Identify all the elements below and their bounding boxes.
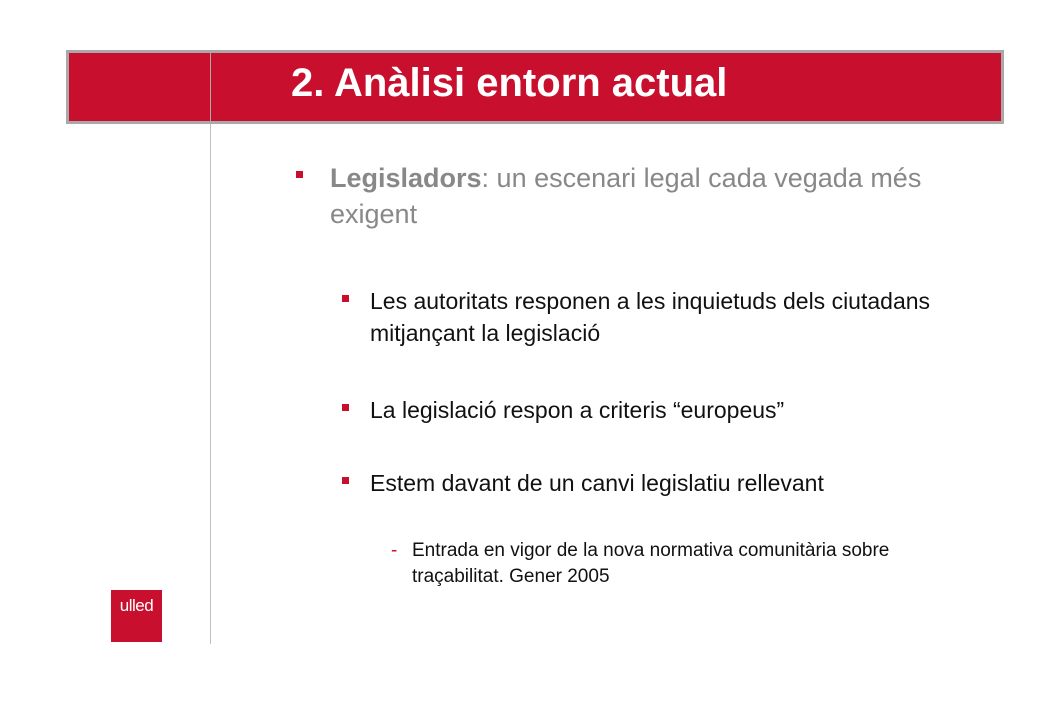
vertical-divider-line: [210, 124, 211, 644]
main-bullet-text: : un escenari legal cada vegada més exigent: [330, 163, 922, 229]
main-bullet-bold: Legisladors: [330, 163, 482, 193]
bullet-square-icon: [342, 477, 349, 484]
sub-bullet-2: La legislació respon a criteris “europeus”: [370, 397, 785, 423]
bullet-square-icon: [342, 295, 349, 302]
sub-bullet-1: Les autoritats responen a les inquietuds dels ciutadans mitjançant la legislació: [370, 288, 931, 346]
title-divider-line: [210, 50, 211, 124]
main-bullet: [330, 160, 970, 232]
ulled-logo: ulled: [111, 590, 162, 642]
dash-marker: -: [391, 540, 398, 561]
title-bar: [66, 50, 1004, 124]
sub-bullet-3: Estem davant de un canvi legislatiu rellevant: [370, 470, 824, 496]
slide-title: 2. Anàlisi entorn actual: [291, 61, 728, 105]
bullet-square-icon: [342, 404, 349, 411]
bullet-square-icon: [296, 171, 303, 178]
detail-text: Entrada en vigor de la nova normativa comunitària sobre traçabilitat. Gener 2005: [412, 540, 890, 587]
